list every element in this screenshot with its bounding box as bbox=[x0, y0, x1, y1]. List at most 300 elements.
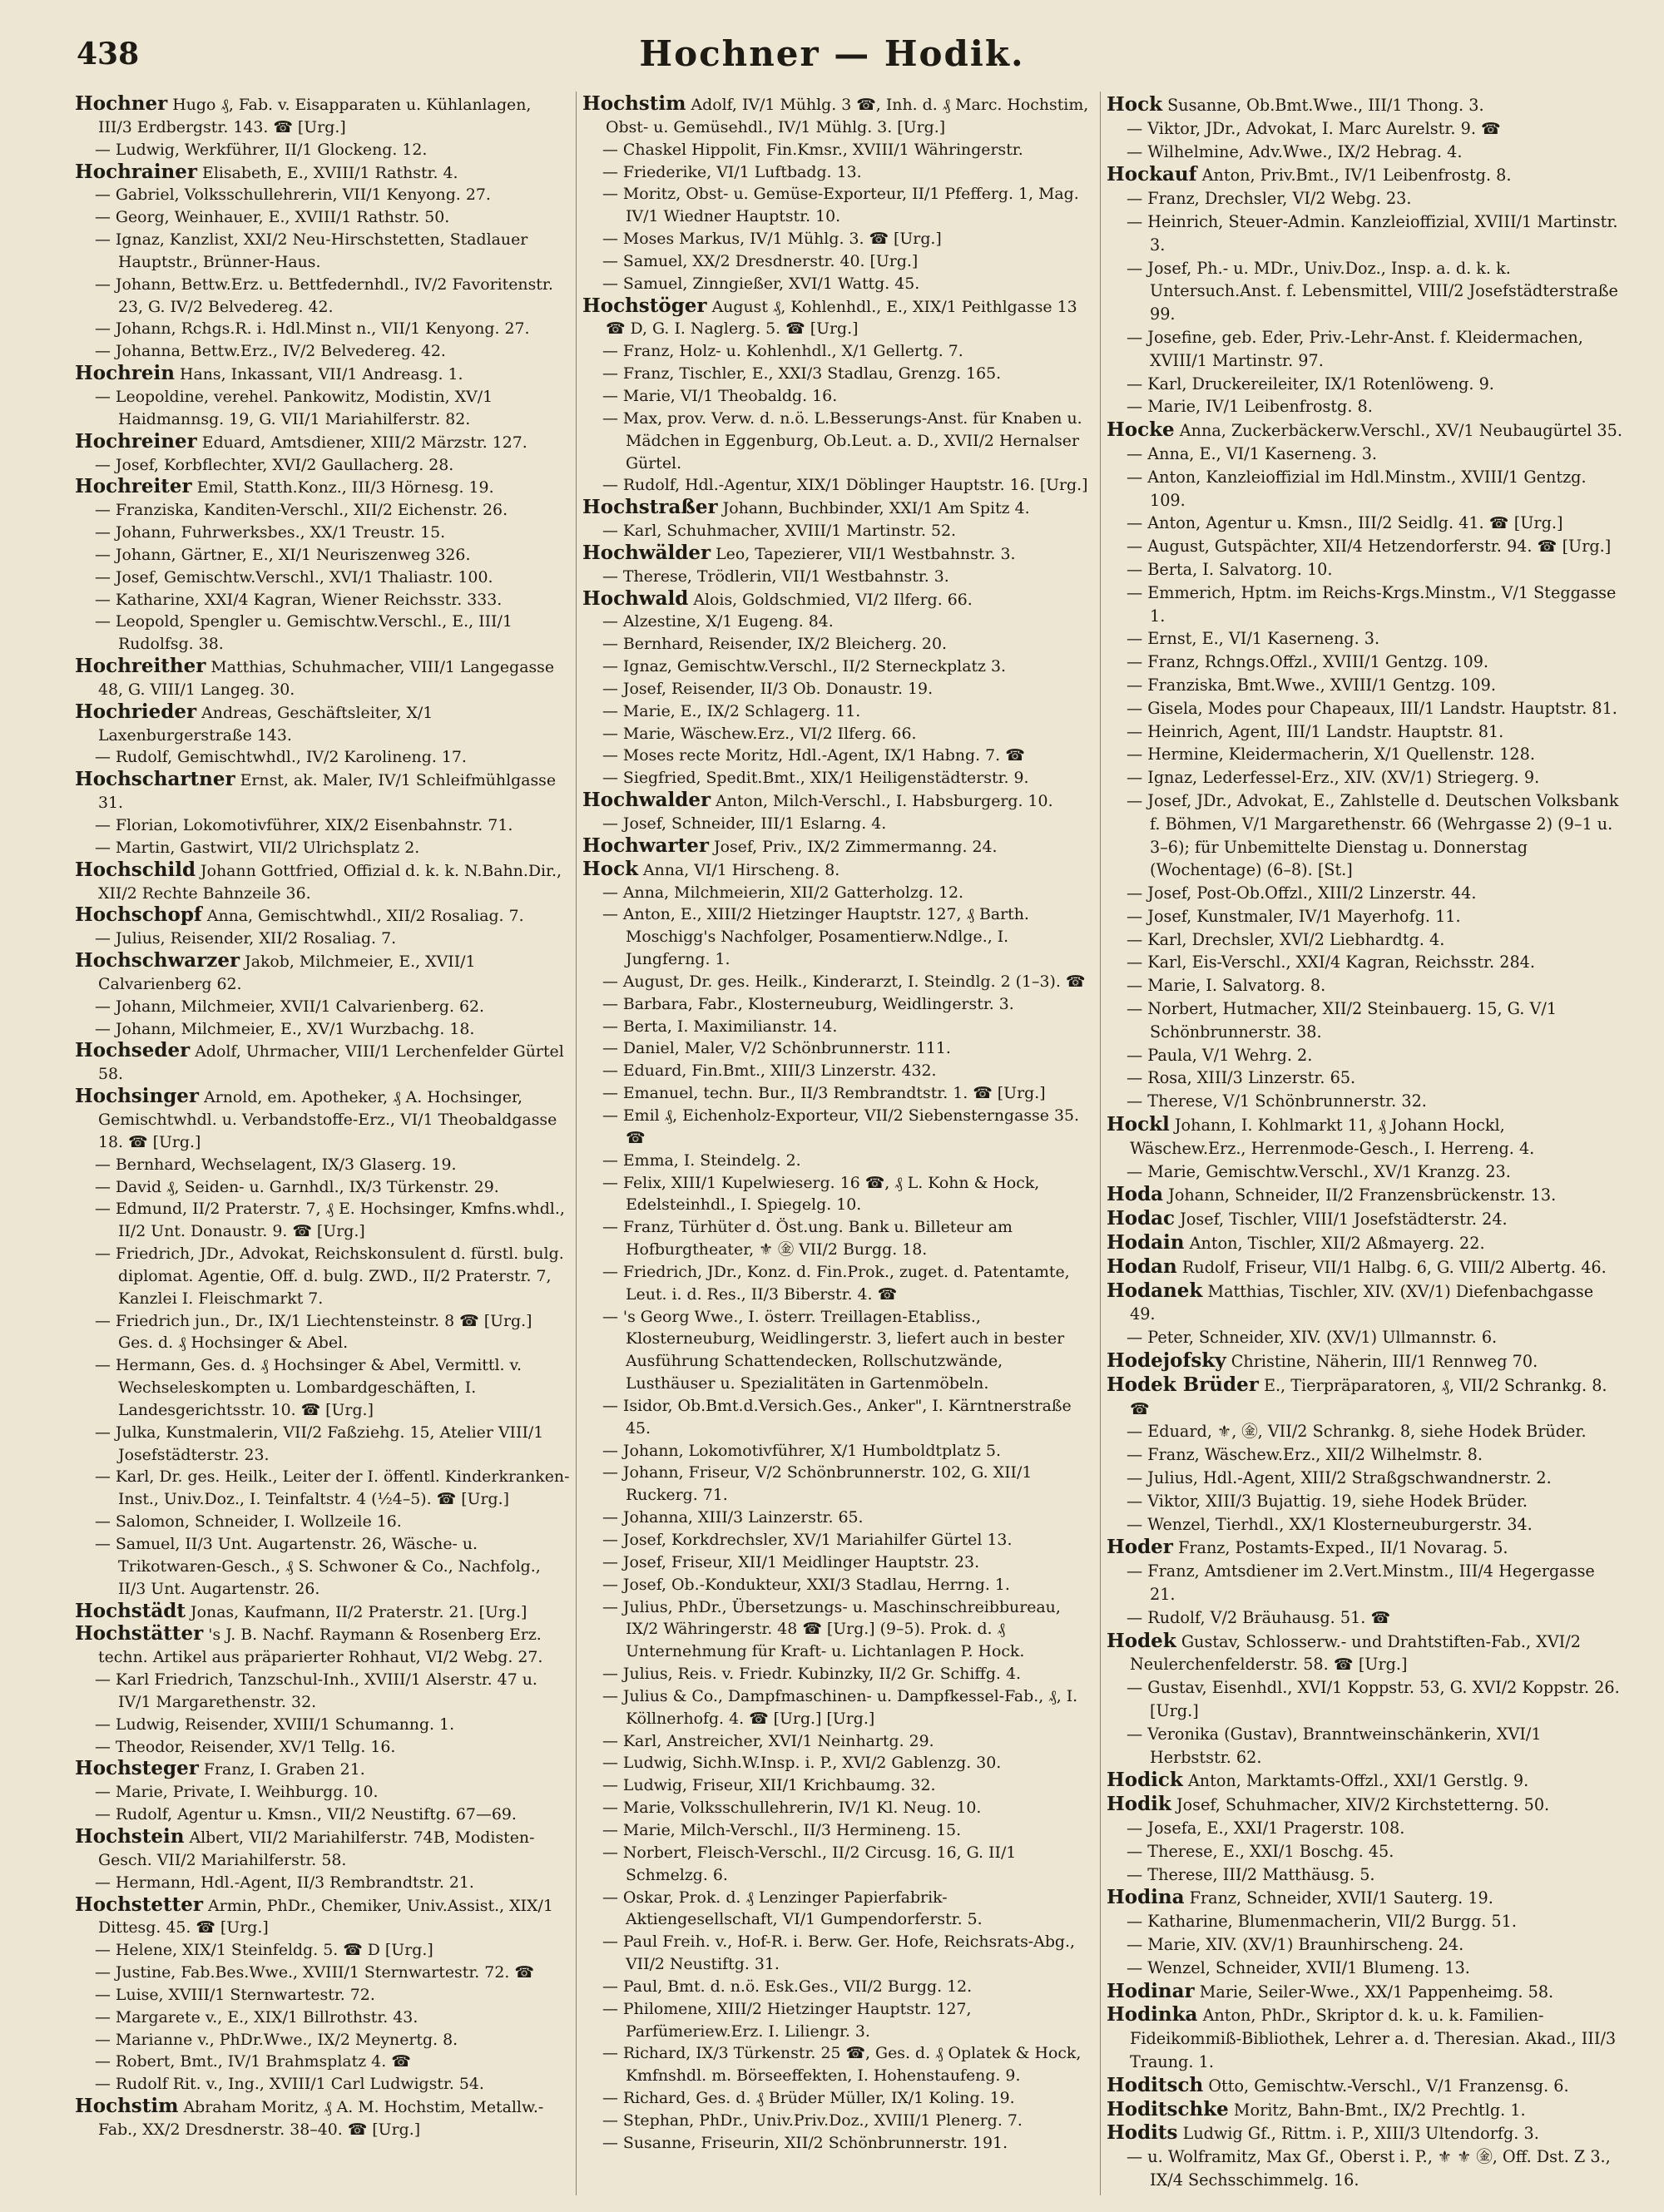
directory-entry bbox=[582, 971, 1094, 993]
directory-entry bbox=[582, 1685, 1094, 1730]
entry-text: — Chaskel Hippolit, Fin.Kmsr., XVIII/1 Währingerstr. bbox=[602, 140, 1023, 159]
entry-text: — Johanna, XIII/3 Lainzerstr. 65. bbox=[602, 1508, 864, 1527]
directory-entry bbox=[75, 1939, 570, 1962]
directory-entry bbox=[1107, 117, 1622, 141]
directory-entry bbox=[1107, 1090, 1622, 1113]
entry-text: — Ignaz, Lederfessel-Erz., XIV. (XV/1) Striegerg. 9. bbox=[1127, 768, 1540, 788]
directory-entry bbox=[1107, 1467, 1622, 1490]
entry-headword: Hoda bbox=[1107, 1183, 1164, 1206]
directory-entry bbox=[1107, 1160, 1622, 1184]
entry-headword: Hochschopf bbox=[75, 903, 202, 927]
entry-headword: Hochstädt bbox=[75, 1599, 186, 1622]
directory-entry bbox=[582, 611, 1094, 633]
entry-text: — Norbert, Hutmacher, XII/2 Steinbauerg. 15, G. V/1 Schönbrunnerstr. 38. bbox=[1127, 999, 1558, 1042]
entry-text: — Friedrich, JDr., Konz. d. Fin.Prok., zuget. d. Patentamte, Leut. i. d. Res., II/3 Biberstr. 4. ☎ bbox=[602, 1262, 1070, 1304]
directory-entry bbox=[75, 544, 570, 567]
directory-entry bbox=[75, 1310, 570, 1355]
directory-entry bbox=[582, 1216, 1094, 1261]
entry-text: — Johann, Gärtner, E., XI/1 Neuriszenweg 326. bbox=[95, 545, 471, 564]
entry-headword: Hock bbox=[582, 857, 639, 880]
directory-entry bbox=[75, 904, 570, 928]
directory-entry bbox=[75, 499, 570, 522]
directory-entry bbox=[582, 340, 1094, 363]
directory-entry bbox=[1107, 1207, 1622, 1231]
entry-text: — Julius, PhDr., Übersetzungs- u. Maschinschreibbureau, IX/2 Währingerstr. 48 ☎ [Urg.] (9–5). Prok. d. ₰ Unternehmung für Kraft- u. Lichtanlagen P. Hock. bbox=[602, 1597, 1061, 1661]
directory-entry bbox=[1107, 1443, 1622, 1467]
entry-text: — Viktor, XIII/3 Bujattig. 19, siehe Hodek Brüder. bbox=[1127, 1491, 1528, 1511]
directory-entry bbox=[1107, 1536, 1622, 1560]
directory-entry bbox=[75, 1154, 570, 1176]
directory-entry bbox=[582, 1752, 1094, 1774]
directory-entry bbox=[1107, 1817, 1622, 1840]
entry-text: — Anna, Milchmeierin, XII/2 Gatterholzg. 12. bbox=[602, 883, 964, 902]
entry-text: — Gisela, Modes pour Chapeaux, III/1 Landstr. Hauptstr. 81. bbox=[1127, 698, 1617, 718]
entry-text: — Josef, Korkdrechsler, XV/1 Mariahilfer Gürtel 13. bbox=[602, 1531, 1013, 1549]
entry-text: — Edmund, II/2 Praterstr. 7, ₰ E. Hochsinger, Kmfns.whdl., II/2 Unt. Donaustr. 9. ☎ [Urg.] bbox=[95, 1200, 565, 1241]
entry-text: — Josef, Gemischtw.Verschl., XVI/1 Thaliastr. 100. bbox=[95, 567, 493, 586]
directory-entry bbox=[75, 161, 570, 185]
directory-entry bbox=[1107, 1231, 1622, 1255]
directory-entry bbox=[75, 139, 570, 161]
entry-text: — Siegfried, Spedit.Bmt., XIX/1 Heiligenstädterstr. 9. bbox=[602, 769, 1029, 788]
entry-headword: Hockauf bbox=[1107, 163, 1197, 186]
directory-entry bbox=[1107, 1723, 1622, 1769]
directory-entry bbox=[1107, 2003, 1622, 2073]
directory-entry bbox=[582, 273, 1094, 295]
directory-entry bbox=[75, 386, 570, 431]
entry-text: — Paula, V/1 Wehrg. 2. bbox=[1127, 1045, 1313, 1065]
entry-text: Johann, Buchbinder, XXI/1 Am Spitz 4. bbox=[722, 499, 1030, 518]
directory-entry bbox=[75, 2051, 570, 2073]
entry-text: — Katharine, XXI/4 Kagran, Wiener Reichsstr. 333. bbox=[95, 590, 503, 609]
directory-entry bbox=[75, 2007, 570, 2029]
entry-text: — Friedrich jun., Dr., IX/1 Liechtensteinstr. 8 ☎ [Urg.] Ges. d. ₰ Hochsinger & Abel. bbox=[95, 1311, 532, 1353]
entry-text: — Berta, I. Maximilianstr. 14. bbox=[602, 1017, 838, 1036]
entry-headword: Hoder bbox=[1107, 1536, 1173, 1559]
directory-entry bbox=[75, 1736, 570, 1759]
directory-entry bbox=[582, 1774, 1094, 1797]
entry-text: — Josef, Post-Ob.Offzl., XIII/2 Linzerstr. 44. bbox=[1127, 883, 1477, 903]
directory-entry bbox=[582, 385, 1094, 408]
directory-entry bbox=[582, 1887, 1094, 1932]
directory-entry bbox=[75, 274, 570, 319]
directory-entry bbox=[582, 228, 1094, 250]
entry-text: — Julka, Kunstmalerin, VII/2 Faßziehg. 15, Atelier VIII/1 Josefstädterstr. 23. bbox=[95, 1423, 544, 1464]
directory-entry bbox=[1107, 951, 1622, 974]
directory-entry bbox=[582, 723, 1094, 745]
directory-entry bbox=[582, 633, 1094, 656]
directory-entry bbox=[1107, 535, 1622, 558]
directory-entry bbox=[582, 474, 1094, 497]
entry-text: — Josef, Schneider, III/1 Eslarng. 4. bbox=[602, 814, 887, 833]
entry-text: — Max, prov. Verw. d. n.ö. L.Besserungs-Anst. für Knaben u. Mädchen in Eggenburg, Ob.Leut. a. D., XVII/2 Hernalser Gürtel. bbox=[602, 408, 1082, 473]
entry-text: — Justine, Fab.Bes.Wwe., XVIII/1 Sternwartestr. 72. ☎ bbox=[95, 1963, 534, 1982]
entry-text: Armin, PhDr., Chemiker, Univ.Assist., XIX/1 Dittesg. 45. ☎ [Urg.] bbox=[98, 1896, 553, 1937]
directory-entry bbox=[582, 250, 1094, 273]
column-divider bbox=[1100, 92, 1101, 2195]
directory-entry bbox=[1107, 2145, 1622, 2192]
entry-text: — Marie, Gemischtw.Verschl., XV/1 Kranzg. 23. bbox=[1127, 1161, 1511, 1181]
entry-text: Anton, Priv.Bmt., IV/1 Leibenfrostg. 8. bbox=[1201, 166, 1512, 186]
entry-text: — Oskar, Prok. d. ₰ Lenzinger Papierfabrik-Aktiengesellschaft, VI/1 Gumpendorferstr. 5. bbox=[602, 1888, 983, 1929]
directory-entry bbox=[1107, 257, 1622, 326]
directory-entry bbox=[1107, 1255, 1622, 1279]
entry-text: — Leopold, Spengler u. Gemischtw.Verschl., E., III/1 Rudolfsg. 38. bbox=[95, 612, 513, 654]
directory-entry bbox=[1107, 1560, 1622, 1606]
entry-text: — Eduard, Fin.Bmt., XIII/3 Linzerstr. 432. bbox=[602, 1061, 937, 1081]
entry-text: Leo, Tapezierer, VII/1 Westbahnstr. 3. bbox=[716, 544, 1016, 563]
entry-text: — Franz, Rchngs.Offzl., XVIII/1 Gentzg. 109. bbox=[1127, 652, 1489, 672]
entry-text: — Barbara, Fabr., Klosterneuburg, Weidlingerstr. 3. bbox=[602, 994, 1014, 1013]
directory-entry bbox=[1107, 1933, 1622, 1957]
directory-entry bbox=[582, 1730, 1094, 1753]
entry-text: — Johanna, Bettw.Erz., IV/2 Belvedereg. 42. bbox=[95, 342, 446, 361]
entry-headword: Hochsinger bbox=[75, 1085, 200, 1108]
directory-entry bbox=[75, 1826, 570, 1872]
directory-entry bbox=[75, 2073, 570, 2096]
directory-entry bbox=[1107, 2074, 1622, 2098]
directory-entry bbox=[582, 859, 1094, 882]
entry-text: — Johann, Bettw.Erz. u. Bettfedernhdl., IV/2 Favoritenstr. 23, G. IV/2 Belvedereg. 42. bbox=[95, 275, 553, 316]
directory-entry bbox=[75, 206, 570, 229]
directory-entry bbox=[582, 1060, 1094, 1082]
entry-headword: Hochstim bbox=[582, 92, 686, 115]
entry-text: — Alzestine, X/1 Eugeng. 84. bbox=[602, 612, 834, 631]
directory-entry bbox=[582, 1037, 1094, 1060]
entry-text: Anton, Marktamts-Offzl., XXI/1 Gerstlg. 9. bbox=[1187, 1771, 1529, 1791]
entry-text: — Johann, Lokomotivführer, X/1 Humboldtplatz 5. bbox=[602, 1441, 1001, 1460]
entry-text: — u. Wolframitz, Max Gf., Oberst i. P., ⚜ ⚜ ㊎, Off. Dst. Z 3., IX/4 Sechsschimmelg. 16. bbox=[1127, 2147, 1611, 2190]
entry-text: — Wilhelmine, Adv.Wwe., IX/2 Hebrag. 4. bbox=[1127, 141, 1463, 161]
directory-entry bbox=[1107, 1840, 1622, 1863]
entry-text: — Felix, XIII/1 Kupelwieserg. 16 ☎, ₰ L. Kohn & Hock, Edelsteinhdl., I. Spiegelg. 10. bbox=[602, 1173, 1040, 1215]
directory-entry bbox=[582, 1663, 1094, 1685]
entry-text: — Philomene, XIII/2 Hietzinger Hauptstr. 127, Parfümeriew.Erz. I. Liliengr. 3. bbox=[602, 1999, 972, 2041]
entry-text: — Franz, Amtsdiener im 2.Vert.Minstm., III/4 Hegergasse 21. bbox=[1127, 1561, 1595, 1604]
entry-text: — Ernst, E., VI/1 Kaserneng. 3. bbox=[1127, 629, 1380, 649]
entry-text: — Ludwig, Sichh.W.Insp. i. P., XVI/2 Gablenzg. 30. bbox=[602, 1754, 1002, 1773]
entry-text: — Rudolf, Hdl.-Agentur, XIX/1 Döblinger Hauptstr. 16. [Urg.] bbox=[602, 476, 1088, 495]
directory-entry bbox=[1107, 1910, 1622, 1933]
entry-headword: Hodik bbox=[1107, 1793, 1171, 1816]
entry-text: — Robert, Bmt., IV/1 Brahmsplatz 4. ☎ bbox=[95, 2052, 411, 2071]
directory-entry bbox=[1107, 697, 1622, 720]
entry-headword: Hodinka bbox=[1107, 2003, 1198, 2026]
directory-entry bbox=[582, 520, 1094, 542]
directory-entry bbox=[1107, 558, 1622, 581]
directory-entry bbox=[1107, 2098, 1622, 2122]
entry-text: Franz, Postamts-Exped., II/1 Novarag. 5. bbox=[1178, 1538, 1508, 1558]
directory-entry bbox=[582, 1440, 1094, 1462]
entry-text: Johann, I. Kohlmarkt 11, ₰ Johann Hockl, Wäschew.Erz., Herrenmode-Gesch., I. Herreng. 4. bbox=[1130, 1116, 1535, 1158]
directory-entry bbox=[582, 678, 1094, 700]
directory-entry bbox=[582, 1082, 1094, 1105]
directory-entry bbox=[75, 229, 570, 274]
entry-text: — Julius & Co., Dampfmaschinen- u. Dampfkessel-Fab., ₰, I. Köllnerhofg. 4. ☎ [Urg.] [Urg.] bbox=[602, 1686, 1078, 1728]
entry-text: — Josef, Reisender, II/3 Ob. Donaustr. 19. bbox=[602, 679, 934, 698]
entry-text: — Hermann, Hdl.-Agent, II/3 Rembrandtstr. 21. bbox=[95, 1873, 474, 1892]
entry-text: — Franz, Holz- u. Kohlenhdl., X/1 Gellertg. 7. bbox=[602, 342, 963, 361]
entry-text: — Marie, E., IX/2 Schlagerg. 11. bbox=[602, 701, 861, 720]
entry-text: — Heinrich, Agent, III/1 Landstr. Hauptstr. 81. bbox=[1127, 721, 1504, 741]
entry-text: Christine, Näherin, III/1 Rennweg 70. bbox=[1231, 1352, 1538, 1372]
entry-text: — August, Dr. ges. Heilk., Kinderarzt, I. Steindlg. 2 (1–3). ☎ bbox=[602, 972, 1086, 991]
directory-entry bbox=[1107, 1980, 1622, 2004]
directory-entry bbox=[1107, 1957, 1622, 1980]
entry-text: Johann Gottfried, Offizial d. k. k. N.Bahn.Dir., XII/2 Rechte Bahnzeile 36. bbox=[98, 861, 562, 903]
directory-entry bbox=[582, 2087, 1094, 2110]
entry-headword: Hodina bbox=[1107, 1886, 1185, 1909]
entry-headword: Hock bbox=[1107, 93, 1163, 116]
entry-text: Ernst, ak. Maler, IV/1 Schleifmühlgasse 31. bbox=[98, 771, 557, 813]
entry-text: — Moses recte Moritz, Hdl.-Agent, IX/1 Habng. 7. ☎ bbox=[602, 746, 1025, 765]
entry-text: Otto, Gemischtw.-Verschl., V/1 Franzensg. 6. bbox=[1208, 2076, 1569, 2096]
directory-entry bbox=[582, 93, 1094, 139]
directory-entry bbox=[75, 340, 570, 363]
entry-text: — Paul, Bmt. d. n.ö. Esk.Ges., VII/2 Burgg. 12. bbox=[602, 1977, 973, 1996]
entry-text: Anna, VI/1 Hirscheng. 8. bbox=[643, 860, 840, 879]
directory-entry bbox=[582, 1842, 1094, 1887]
directory-entry bbox=[582, 1529, 1094, 1551]
directory-entry bbox=[1107, 882, 1622, 905]
entry-headword: Hodits bbox=[1107, 2121, 1178, 2145]
directory-entry bbox=[1107, 1066, 1622, 1090]
entry-text: Anton, PhDr., Skriptor d. k. u. k. Familien-Fideikommiß-Bibliothek, Lehrer a. d. Theresian. Akad., III/3 Traung. 1. bbox=[1130, 2006, 1617, 2071]
entry-text: August ₰, Kohlenhdl., E., XIX/1 Peithlgasse 13 ☎ D, G. I. Naglerg. 5. ☎ [Urg.] bbox=[606, 297, 1077, 339]
directory-entry bbox=[1107, 1793, 1622, 1817]
directory-entry bbox=[582, 1931, 1094, 1976]
entry-text: Anna, Zuckerbäckerw.Verschl., XV/1 Neubaugürtel 35. bbox=[1179, 421, 1622, 441]
directory-entry bbox=[582, 993, 1094, 1016]
entry-text: Ludwig Gf., Rittm. i. P., XIII/3 Ultendorfg. 3. bbox=[1182, 2124, 1539, 2144]
entry-text: — Marie, Milch-Verschl., II/3 Hermineng. 15. bbox=[602, 1820, 962, 1839]
entry-text: — Therese, III/2 Matthäusg. 5. bbox=[1127, 1864, 1375, 1884]
entry-headword: Hochrainer bbox=[75, 160, 198, 183]
directory-entry bbox=[1107, 1769, 1622, 1793]
entry-text: — Anton, Kanzleioffizial im Hdl.Minstm., XVIII/1 Gentzg. 109. bbox=[1127, 467, 1587, 510]
entry-text: — Emil ₰, Eichenholz-Exporteur, VII/2 Siebensterngasse 35. ☎ bbox=[602, 1106, 1080, 1147]
directory-entry bbox=[582, 835, 1094, 859]
directory-entry bbox=[1107, 1886, 1622, 1910]
directory-entry bbox=[75, 656, 570, 701]
directory-entry bbox=[75, 476, 570, 499]
directory-entry bbox=[582, 1462, 1094, 1507]
entry-text: — Marie, IV/1 Leibenfrostg. 8. bbox=[1127, 397, 1373, 417]
entry-text: — Rudolf, Gemischtwhdl., IV/2 Karolineng. 17. bbox=[95, 748, 467, 767]
entry-text: — Marie, Private, I. Weihburgg. 10. bbox=[95, 1783, 379, 1802]
entry-headword: Hochwälder bbox=[582, 541, 711, 564]
entry-text: — Florian, Lokomotivführer, XIX/2 Eisenbahnstr. 71. bbox=[95, 816, 513, 834]
directory-entry bbox=[1107, 720, 1622, 744]
directory-entry bbox=[1107, 1630, 1622, 1677]
entry-text: — Therese, V/1 Schönbrunnerstr. 32. bbox=[1127, 1091, 1427, 1111]
entry-text: — Johann, Rchgs.R. i. Hdl.Minst n., VII/1 Kenyong. 27. bbox=[95, 319, 530, 339]
directory-entry bbox=[1107, 418, 1622, 443]
entry-text: — 's Georg Wwe., I. österr. Treillagen-Etabliss., Klosterneuburg, Weidlingerstr. 3, liefert auch in bester Ausführung Schattendecken, Rollschutzwände, Lusthäuser u. Spezialitäten in Gartenmöbeln. bbox=[602, 1307, 1065, 1393]
directory-entry bbox=[1107, 1513, 1622, 1537]
entry-text: — Ignaz, Gemischtw.Verschl., II/2 Sterneckplatz 3. bbox=[602, 657, 1007, 676]
entry-headword: Hockl bbox=[1107, 1113, 1170, 1136]
entry-headword: Hochwalder bbox=[582, 789, 711, 812]
entry-text: Albert, VII/2 Mariahilferstr. 74B, Modisten-Gesch. VII/2 Mariahilferstr. 58. bbox=[98, 1828, 535, 1869]
directory-entry bbox=[1107, 928, 1622, 952]
entry-text: Hugo ₰, Fab. v. Eisapparaten u. Kühlanlagen, III/3 Erdbergstr. 143. ☎ [Urg.] bbox=[98, 96, 532, 136]
entry-text: — Marie, VI/1 Theobaldg. 16. bbox=[602, 386, 838, 405]
directory-entry bbox=[1107, 326, 1622, 373]
entry-headword: Hodain bbox=[1107, 1231, 1185, 1254]
directory-entry bbox=[582, 1150, 1094, 1172]
entry-headword: Hochreither bbox=[75, 655, 206, 678]
entry-text: — Karl, Anstreicher, XVI/1 Neinhartg. 29. bbox=[602, 1731, 934, 1750]
directory-entry bbox=[75, 2096, 570, 2141]
entry-text: — Margarete v., E., XIX/1 Billrothstr. 43. bbox=[95, 2007, 418, 2026]
directory-entry bbox=[582, 1819, 1094, 1842]
directory-entry bbox=[582, 745, 1094, 767]
entry-text: — Karl, Schuhmacher, XVIII/1 Martinstr. 52. bbox=[602, 522, 957, 541]
entry-text: — Bernhard, Reisender, IX/2 Bleicherg. 20. bbox=[602, 635, 947, 654]
directory-entry bbox=[582, 542, 1094, 566]
directory-entry bbox=[75, 1872, 570, 1894]
entry-text: — Stephan, PhDr., Univ.Priv.Doz., XVIII/1 Plenerg. 7. bbox=[602, 2111, 1023, 2130]
entry-text: — Samuel, II/3 Unt. Augartenstr. 26, Wäsche- u. Trikotwaren-Gesch., ₰ S. Schwoner & Co., Nachfolg., II/3 Unt. Augartenstr. 26. bbox=[95, 1535, 541, 1598]
directory-entry bbox=[1107, 674, 1622, 697]
directory-entry bbox=[75, 2029, 570, 2051]
entry-text: — Karl, Eis-Verschl., XXI/4 Kagran, Reichsstr. 284. bbox=[1127, 953, 1535, 972]
directory-entry bbox=[1107, 1044, 1622, 1067]
entry-text: — Eduard, ⚜, ㊎, VII/2 Schrankg. 8, siehe Hodek Brüder. bbox=[1127, 1422, 1587, 1442]
column-divider bbox=[576, 92, 577, 2195]
entry-text: — Franziska, Bmt.Wwe., XVIII/1 Gentzg. 109. bbox=[1127, 675, 1496, 695]
entry-text: Gustav, Schlosserw.- und Drahtstiften-Fab., XVI/2 Neulerchenfelderstr. 58. ☎ [Urg.] bbox=[1130, 1631, 1581, 1675]
entry-text: Franz, Schneider, XVII/1 Sauterg. 19. bbox=[1189, 1888, 1493, 1908]
column-1 bbox=[75, 93, 570, 2141]
entry-text: — Friedrich, JDr., Advokat, Reichskonsulent d. fürstl. bulg. diplomat. Agentie, Off. d. bulg. ZWD., II/2 Praterstr. 7, Kanzlei I. Fleischmarkt 7. bbox=[95, 1245, 564, 1308]
directory-entry bbox=[75, 1533, 570, 1601]
entry-text: — Salomon, Schneider, I. Wollzeile 16. bbox=[95, 1512, 402, 1532]
entry-text: — Emanuel, techn. Bur., II/3 Rembrandtstr. 1. ☎ [Urg.] bbox=[602, 1084, 1046, 1103]
entry-headword: Hodan bbox=[1107, 1254, 1177, 1278]
entry-text: — Emmerich, Hptm. im Reichs-Krgs.Minstm., V/1 Steggasse 1. bbox=[1127, 582, 1617, 626]
directory-entry bbox=[75, 1714, 570, 1736]
directory-entry bbox=[75, 567, 570, 589]
page-number: 438 bbox=[77, 37, 140, 72]
directory-entry bbox=[75, 950, 570, 996]
directory-entry bbox=[1107, 141, 1622, 164]
directory-entry bbox=[75, 1354, 570, 1422]
directory-entry bbox=[582, 903, 1094, 971]
column-3 bbox=[1107, 93, 1622, 2192]
directory-entry bbox=[75, 1198, 570, 1243]
directory-entry bbox=[582, 1976, 1094, 1998]
entry-text: — Ludwig, Reisender, XVIII/1 Schumanng. 1. bbox=[95, 1715, 455, 1734]
entry-text: — Julius, Reisender, XII/2 Rosaliag. 7. bbox=[95, 929, 397, 948]
page-title: Hochner — Hodik. bbox=[639, 33, 1025, 74]
entry-text: — Therese, E., XXI/1 Boschg. 45. bbox=[1127, 1841, 1394, 1861]
entry-text: — Rudolf, V/2 Bräuhausg. 51. ☎ bbox=[1127, 1607, 1391, 1627]
entry-text: Abraham Moritz, ₰ A. M. Hochstim, Metallw.-Fab., XX/2 Dresdnerstr. 38–40. ☎ [Urg.] bbox=[98, 2098, 544, 2139]
entry-headword: Hochrieder bbox=[75, 700, 197, 723]
directory-entry bbox=[582, 656, 1094, 678]
entry-text: — Franziska, Kanditen-Verschl., XII/2 Eichenstr. 26. bbox=[95, 501, 508, 520]
directory-entry bbox=[75, 837, 570, 859]
directory-entry bbox=[75, 363, 570, 386]
entry-text: Adolf, IV/1 Mühlg. 3 ☎, Inh. d. ₰ Marc. Hochstim, Obst- u. Gemüsehdl., IV/1 Mühlg. 3. [Urg.] bbox=[606, 96, 1089, 136]
directory-entry bbox=[75, 1758, 570, 1781]
entry-text: Eduard, Amtsdiener, XIII/2 Märzstr. 127. bbox=[201, 433, 527, 452]
entry-text: — Norbert, Fleisch-Verschl., II/2 Circusg. 16, G. II/1 Schmelzg. 6. bbox=[602, 1843, 1017, 1884]
entry-text: — Samuel, Zinngießer, XVI/1 Wattg. 45. bbox=[602, 274, 920, 293]
entry-headword: Hochstetter bbox=[75, 1893, 204, 1916]
entry-text: — Julius, Reis. v. Friedr. Kubinzky, II/2 Gr. Schiffg. 4. bbox=[602, 1665, 1021, 1684]
entry-text: Adolf, Uhrmacher, VIII/1 Lerchenfelder Gürtel 58. bbox=[98, 1042, 564, 1084]
entry-headword: Hocke bbox=[1107, 418, 1175, 442]
column-2 bbox=[582, 93, 1094, 2155]
entry-headword: Hochreiter bbox=[75, 475, 192, 498]
entry-text: — Franz, Tischler, E., XXI/3 Stadlau, Grenzg. 165. bbox=[602, 364, 1002, 384]
entry-text: — Georg, Weinhauer, E., XVIII/1 Rathstr. 50. bbox=[95, 208, 450, 227]
directory-entry bbox=[582, 1105, 1094, 1150]
directory-entry bbox=[75, 746, 570, 769]
entry-text: — Franz, Drechsler, VI/2 Webg. 23. bbox=[1127, 189, 1412, 209]
directory-entry bbox=[1107, 743, 1622, 766]
entry-headword: Hochstein bbox=[75, 1824, 185, 1848]
entry-text: — Therese, Trödlerin, VII/1 Westbahnstr. 3. bbox=[602, 567, 949, 586]
entry-text: — Leopoldine, verehel. Pankowitz, Modistin, XV/1 Haidmannsg. 19, G. VII/1 Mariahilferstr. 82. bbox=[95, 387, 493, 428]
directory-entry bbox=[1107, 1863, 1622, 1887]
directory-entry bbox=[1107, 1606, 1622, 1630]
directory-entry bbox=[582, 183, 1094, 228]
directory-entry bbox=[75, 1243, 570, 1310]
entry-text: — Isidor, Ob.Bmt.d.Versich.Ges., Anker", I. Kärntnerstraße 45. bbox=[602, 1396, 1072, 1438]
directory-entry bbox=[1107, 905, 1622, 928]
directory-entry bbox=[582, 295, 1094, 341]
entry-text: — Josefine, geb. Eder, Priv.-Lehr-Anst. f. Kleidermachen, XVIII/1 Martinstr. 97. bbox=[1127, 327, 1583, 370]
entry-text: — Ignaz, Kanzlist, XXI/2 Neu-Hirschstetten, Stadlauer Hauptstr., Brünner-Haus. bbox=[95, 230, 528, 271]
directory-entry bbox=[1107, 93, 1622, 117]
entry-text: — Franz, Türhüter d. Öst.ung. Bank u. Billeteur am Hofburgtheater, ⚜ ㊎ VII/2 Burgg. 18. bbox=[602, 1218, 1013, 1259]
entry-text: — Daniel, Maler, V/2 Schönbrunnerstr. 111. bbox=[602, 1039, 951, 1058]
directory-entry bbox=[1107, 1326, 1622, 1349]
entry-text: — Wenzel, Tierhdl., XX/1 Klosterneuburgerstr. 34. bbox=[1127, 1514, 1533, 1534]
entry-text: — Marie, I. Salvatorg. 8. bbox=[1127, 976, 1326, 996]
entry-text: Susanne, Ob.Bmt.Wwe., III/1 Thong. 3. bbox=[1167, 96, 1484, 115]
entry-text: — Paul Freih. v., Hof-R. i. Berw. Ger. Hofe, Reichsrats-Abg., VII/2 Neustiftg. 31. bbox=[602, 1932, 1076, 1974]
entry-text: Johann, Schneider, II/2 Franzensbrückenstr. 13. bbox=[1168, 1185, 1557, 1205]
entry-headword: Hodick bbox=[1107, 1769, 1183, 1792]
entry-text: — Moses Markus, IV/1 Mühlg. 3. ☎ [Urg.] bbox=[602, 230, 942, 249]
entry-text: — Bernhard, Wechselagent, IX/3 Glaserg. 19. bbox=[95, 1155, 457, 1174]
directory-entry bbox=[1107, 1183, 1622, 1207]
entry-text: — Karl, Druckereileiter, IX/1 Rotenlöweng. 9. bbox=[1127, 374, 1494, 393]
entry-text: E., Tierpräparatoren, ₰, VII/2 Schrankg. 8. ☎ bbox=[1130, 1375, 1607, 1418]
directory-entry bbox=[75, 769, 570, 814]
entry-text: — Johann, Milchmeier, XVII/1 Calvarienberg. 62. bbox=[95, 997, 485, 1016]
entry-text: Elisabeth, E., XVIII/1 Rathstr. 4. bbox=[202, 163, 458, 182]
entry-text: — Hermann, Ges. d. ₰ Hochsinger & Abel, Vermittl. v. Wechseleskompten u. Lombardgeschäften, I. Landesgerichtsstr. 10. ☎ [Urg.] bbox=[95, 1356, 522, 1419]
directory-entry bbox=[582, 1261, 1094, 1306]
directory-entry bbox=[1107, 373, 1622, 396]
directory-entry bbox=[1107, 766, 1622, 789]
directory-entry bbox=[582, 1574, 1094, 1596]
entry-text: — Gustav, Eisenhdl., XVI/1 Koppstr. 53, G. XVI/2 Koppstr. 26. [Urg.] bbox=[1127, 1678, 1620, 1720]
directory-entry bbox=[582, 1306, 1094, 1395]
entry-text: — Rosa, XIII/3 Linzerstr. 65. bbox=[1127, 1068, 1356, 1088]
directory-entry bbox=[1107, 466, 1622, 512]
directory-entry bbox=[582, 161, 1094, 184]
directory-entry bbox=[75, 814, 570, 837]
entry-text: — Julius, Hdl.-Agent, XIII/2 Straßgschwandnerstr. 2. bbox=[1127, 1468, 1552, 1488]
directory-entry bbox=[75, 1601, 570, 1624]
